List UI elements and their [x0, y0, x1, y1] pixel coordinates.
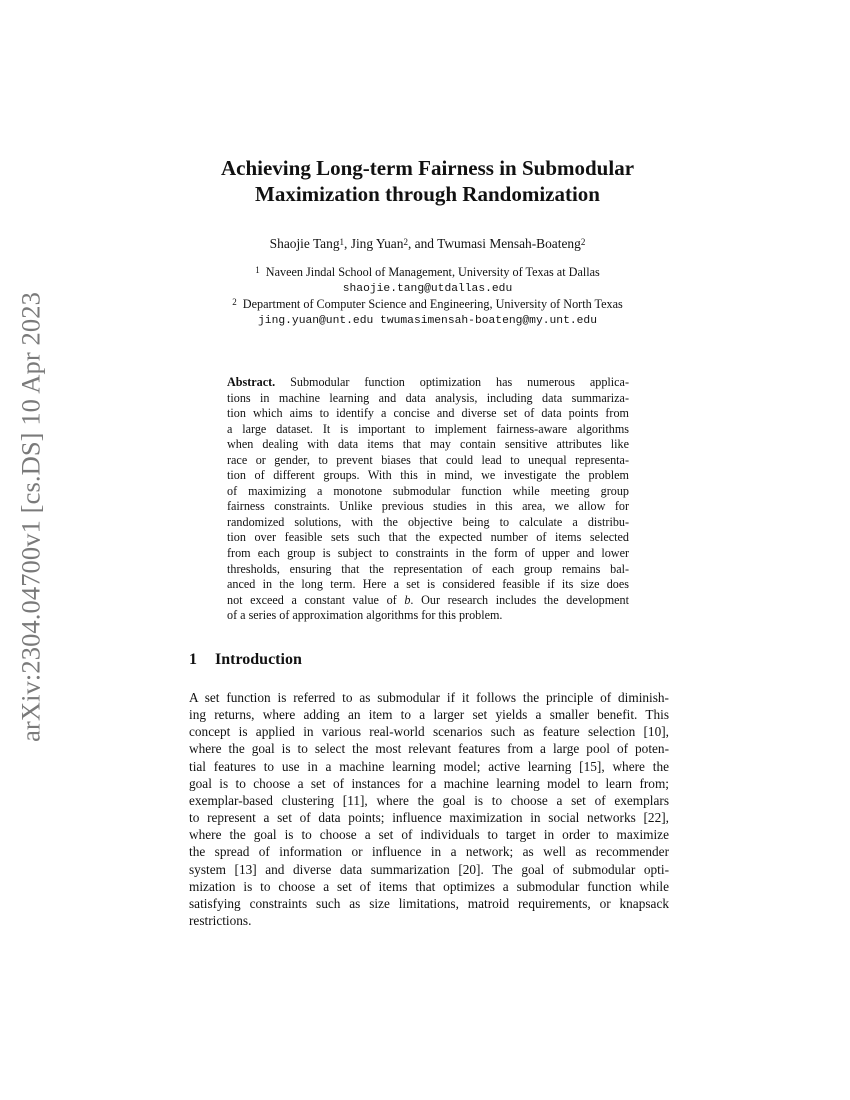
author-separator: , and	[407, 236, 438, 251]
abstract-line: when dealing with data items that may contain sensitive attributes like	[227, 437, 629, 452]
paragraph-line: mization is to choose a set of items that optimizes a submodular function while	[189, 878, 669, 894]
paper-title	[150, 155, 705, 207]
affiliation-1	[150, 264, 705, 280]
paragraph-line: where the goal is to choose a set of individuals to target in order to maximize	[189, 827, 669, 843]
arxiv-side-identifier	[6, 270, 56, 765]
abstract-line: tion which aims to identify a concise and diverse set of data points from	[227, 406, 629, 421]
paragraph-line: exemplar-based clustering [11], where the goal is to choose a set of exemplars	[189, 792, 669, 808]
affiliation-2-emails: jing.yuan@unt.edu twumasimensah-boateng@my.unt.edu	[258, 315, 597, 327]
author-3: Twumasi Mensah-Boateng	[437, 236, 581, 251]
abstract-line: race or gender, to prevent biases that could lead to unequal representa-	[227, 452, 629, 467]
paragraph-line: concept is applied in various real-world scenarios such as feature selection [10],	[189, 724, 669, 740]
affiliation-1-email: shaojie.tang@utdallas.edu	[342, 283, 513, 295]
author-1: Shaojie Tang	[269, 236, 340, 251]
affiliation-1-mark: 1	[255, 265, 260, 275]
paragraph-line: system [13] and diverse data summarization [20]. The goal of submodular opti-	[189, 861, 669, 877]
abstract-line: anced in the long term. Here a set is considered feasible if its size does	[227, 577, 629, 592]
paragraph-line: tial features to use in a machine learning model; active learning [15], where the	[189, 758, 669, 774]
affiliation-1-text: Naveen Jindal School of Management, University of Texas at Dallas	[265, 265, 600, 279]
author-list	[150, 235, 705, 253]
abstract-line: randomized solutions, with the objective being to calculate a distribu-	[227, 514, 629, 529]
author-3-affil-mark: 2	[580, 237, 586, 247]
paragraph-line: the spread of information or influence in a network; as well as recommender	[189, 844, 669, 860]
title-line-2: Maximization through Randomization	[255, 182, 600, 206]
abstract-line: tion over feasible sets such that the expected number of items selected	[227, 530, 629, 545]
abstract-line: fairness constraints. Unlike previous studies in this area, we allow for	[227, 499, 629, 514]
paragraph-line: ing returns, where adding an item to a larger set yields a smaller benefit. This	[189, 707, 669, 723]
abstract-line: Abstract. Submodular function optimization has numerous applica-	[227, 375, 629, 389]
abstract-line: tions in machine learning and data analysis, including data summariza-	[227, 390, 629, 405]
author-1-affil-mark: 1	[339, 237, 345, 247]
author-2: Jing Yuan	[350, 236, 404, 251]
introduction-paragraph	[189, 689, 669, 929]
abstract-line: of maximizing a monotone submodular function while meeting group	[227, 483, 629, 498]
section-heading-introduction	[189, 651, 302, 669]
paragraph-line: where the goal is to select the most relevant features from a large pool of poten-	[189, 741, 669, 757]
abstract-line: tion of different groups. With this in mind, we investigate the problem	[227, 468, 629, 483]
paragraph-line: A set function is referred to as submodular if it follows the principle of diminish-	[189, 690, 669, 705]
affiliation-2	[150, 296, 705, 312]
paragraph-line: to represent a set of data points; influence maximization in social networks [22],	[189, 810, 669, 826]
abstract-line: of a series of approximation algorithms for this problem.	[227, 608, 503, 623]
paragraph-line: satisfying constraints such as size limitations, matroid requirements, or knapsack	[189, 895, 669, 911]
arxiv-id-text: arXiv:2304.04700v1 [cs.DS] 10 Apr 2023	[15, 292, 46, 742]
abstract-line: from each group is subject to constraints in the form of upper and lower	[227, 546, 629, 561]
title-line-1: Achieving Long-term Fairness in Submodular	[220, 156, 635, 180]
author-separator: ,	[344, 236, 351, 251]
abstract-line: a large dataset. It is important to implement fairness-aware algorithms	[227, 421, 629, 436]
section-title: Introduction	[215, 651, 302, 668]
author-2-affil-mark: 2	[403, 237, 408, 247]
affiliation-2-mark: 2	[232, 297, 237, 307]
affiliation-2-text: Department of Computer Science and Engineering, University of North Texas	[242, 297, 623, 311]
abstract	[227, 375, 629, 624]
paragraph-line: restrictions.	[189, 913, 252, 929]
section-number: 1	[189, 651, 197, 668]
math-variable-b: b	[404, 592, 411, 607]
abstract-label: Abstract.	[227, 375, 276, 389]
abstract-line: not exceed a constant value of b. Our research includes the development	[227, 592, 629, 607]
abstract-line: thresholds, ensuring that the representation of each group remains bal-	[227, 561, 629, 576]
paragraph-line: goal is to choose a set of instances for a machine learning model to learn from;	[189, 775, 669, 791]
